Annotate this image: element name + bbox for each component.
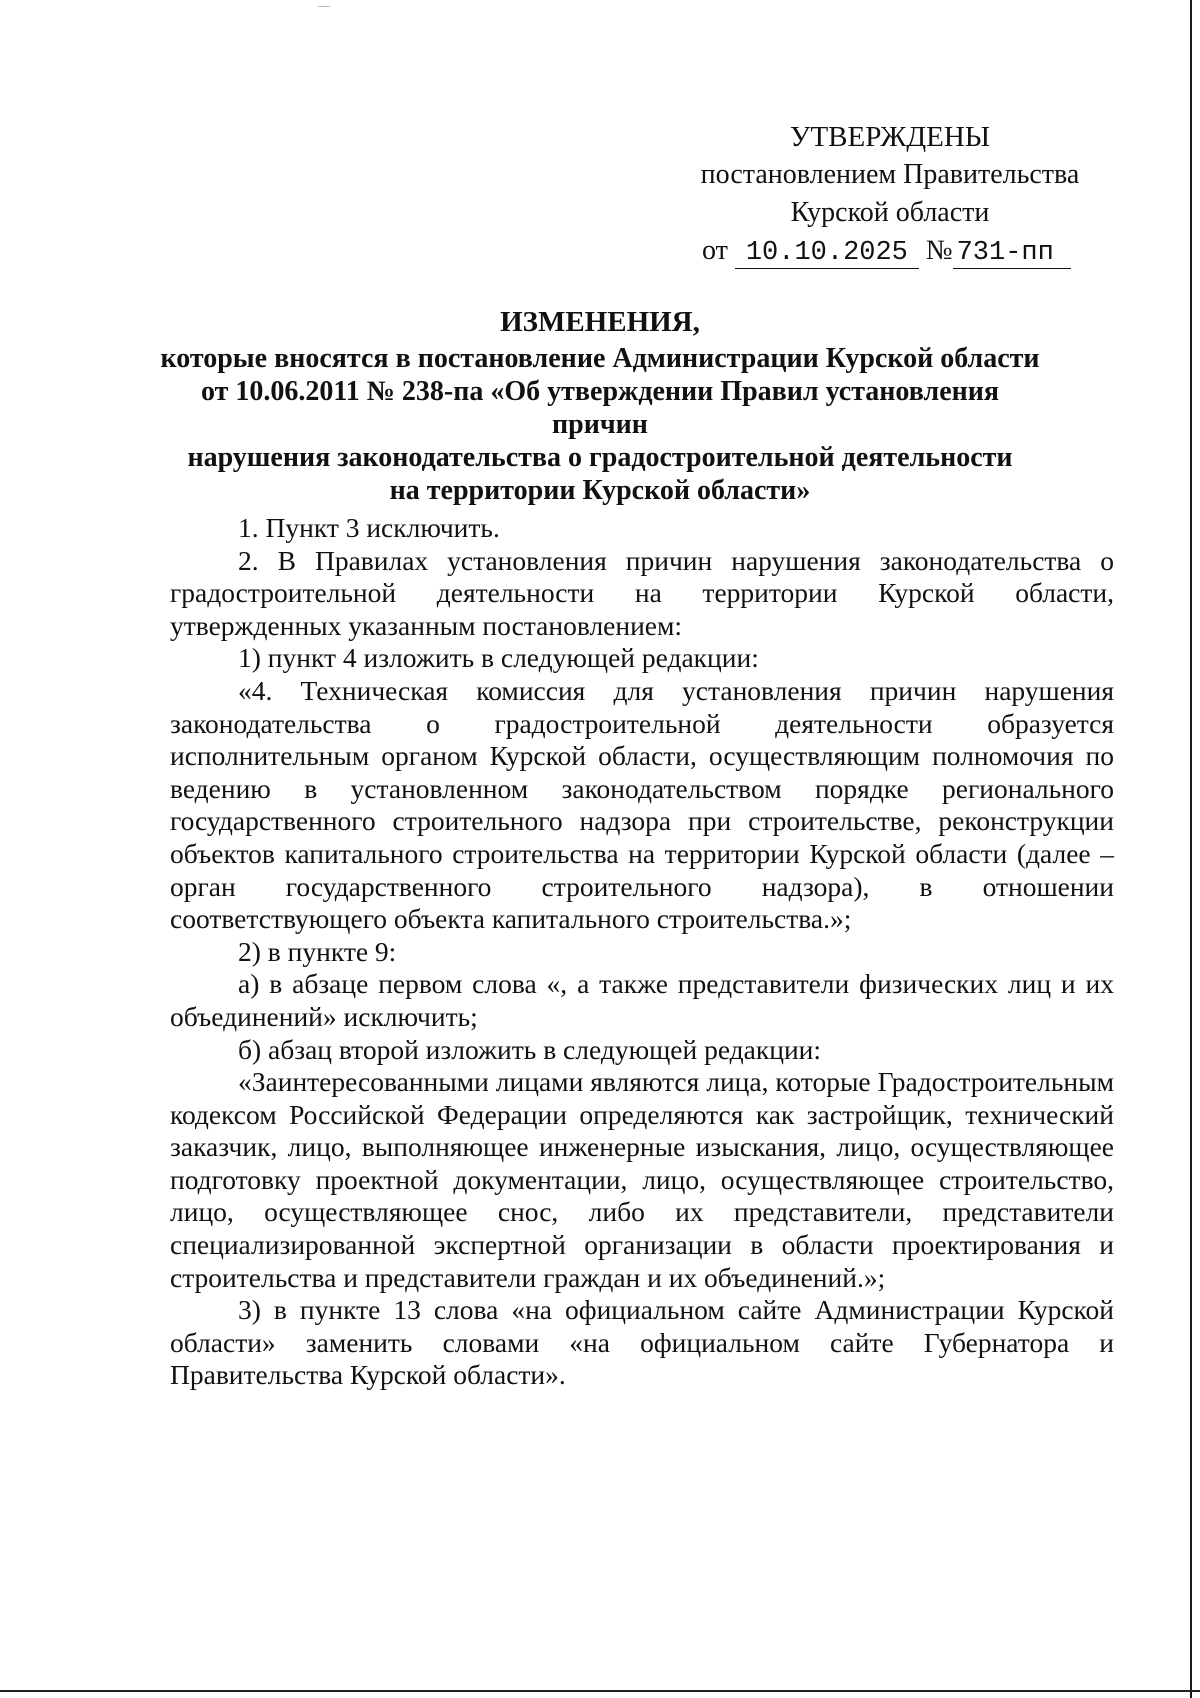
title-line: от 10.06.2011 № 238-па «Об утверждении Правил установления причин xyxy=(200,376,1000,440)
document-title xyxy=(150,306,1050,507)
scan-edge-right xyxy=(1190,0,1192,1698)
approval-number: 731-пп xyxy=(953,238,1071,269)
scan-mark xyxy=(318,6,330,7)
approval-stamp-block xyxy=(680,118,1100,270)
title-line: нарушения законодательства о градостроительной деятельности xyxy=(187,442,1013,473)
approval-heading: УТВЕРЖДЕНЫ xyxy=(789,121,991,153)
approval-line-2: Курской области xyxy=(790,197,990,228)
paragraph-2-2-b: б) абзац второй изложить в следующей редакции: xyxy=(238,1033,822,1065)
approval-date-number-line xyxy=(680,232,1100,270)
approval-date: 10.10.2025 xyxy=(735,238,919,269)
title-line: на территории Курской области» xyxy=(389,475,811,506)
approval-line-1: постановлением Правительства xyxy=(700,159,1080,190)
paragraph-2-1: 1) пункт 4 изложить в следующей редакции: xyxy=(238,642,759,674)
paragraph-2-2-b-quote: «Заинтересованными лицами являются лица, которые Градостроительным кодексом Российской Федерации определяются как застройщик, технический заказчик, лицо, выполняющее инженерные изыскания, лицо, осуществляющее подготовку проектной документации, лицо, осуществляющее строительство, лицо, осуществляющее снос, либо их представители, представители специализированной экспертной организации в области проектирования и строительства и представители граждан и их объединений.»; xyxy=(170,1066,1114,1293)
title-line: которые вносятся в постановление Администрации Курской области xyxy=(160,343,1040,374)
date-prefix: от xyxy=(702,235,728,266)
paragraph-2-1-quote: «4. Техническая комиссия для установления причин нарушения законодательства о градостроительной деятельности образуется исполнительным органом Курской области, осуществляющим полномочия по ведению в установленном законодательством порядке регионального государственного строительного надзора при строительстве, реконструкции объектов капитального строительства на территории Курской области (далее – орган государственного строительного надзора), в отношении соответствующего объекта капитального строительства.»; xyxy=(170,674,1114,935)
document-body xyxy=(170,512,1114,1392)
paragraph-2: 2. В Правилах установления причин нарушения законодательства о градостроительной деятельности на территории Курской области, утвержденных указанным постановлением: xyxy=(170,544,1114,641)
title-heading: ИЗМЕНЕНИЯ, xyxy=(500,306,700,338)
paragraph-1: 1. Пункт 3 исключить. xyxy=(238,512,500,543)
paragraph-2-2-a: а) в абзаце первом слова «, а также представители физических лиц и их объединений» исключить; xyxy=(170,968,1114,1032)
scan-edge-bottom xyxy=(0,1690,1200,1692)
number-prefix: № xyxy=(925,235,953,266)
paragraph-2-3: 3) в пункте 13 слова «на официальном сайте Администрации Курской области» заменить словами «на официальном сайте Губернатора и Правительства Курской области». xyxy=(170,1294,1114,1391)
paragraph-2-2: 2) в пункте 9: xyxy=(238,935,397,967)
